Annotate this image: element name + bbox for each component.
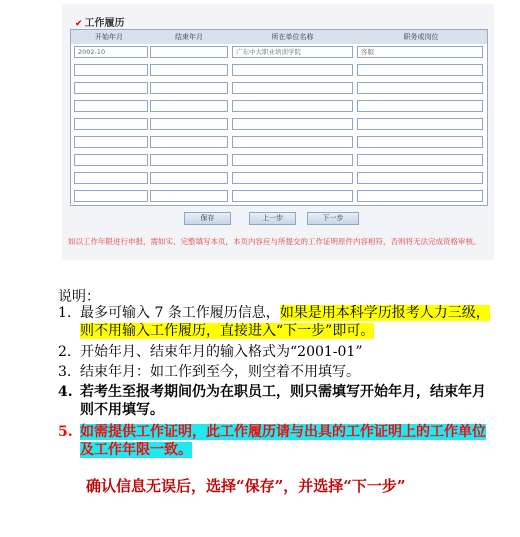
column-header-end: 结束年月 <box>175 33 203 41</box>
previous-step-button[interactable]: 上一步 <box>249 212 296 225</box>
list-item: 2. 开始年月、结束年月的输入格式为“2001-01” <box>58 344 363 360</box>
start-date-field[interactable] <box>74 172 148 184</box>
company-field[interactable] <box>232 154 353 166</box>
column-header-start: 开始年月 <box>95 33 123 41</box>
position-field[interactable] <box>357 136 483 148</box>
column-header-company: 所在单位名称 <box>271 33 314 41</box>
end-date-field[interactable] <box>150 118 228 130</box>
start-date-field[interactable] <box>74 154 148 166</box>
next-step-button[interactable]: 下一步 <box>307 212 359 225</box>
save-button[interactable]: 保存 <box>184 212 231 225</box>
start-date-field[interactable] <box>74 136 148 148</box>
position-field[interactable] <box>357 82 483 94</box>
company-field[interactable] <box>232 172 353 184</box>
explanation-title: 说明： <box>58 289 100 305</box>
end-date-field[interactable] <box>150 64 228 76</box>
end-date-field[interactable] <box>150 100 228 112</box>
company-field[interactable] <box>232 190 353 202</box>
notice-text: 如以工作年限进行申报，需如实、完整填写本页，本页内容应与所提交的工作证明原件内容相符，否则将无法完成资格审核。 <box>68 237 481 246</box>
start-date-field[interactable] <box>74 118 148 130</box>
checkmark-icon: ✔ <box>75 19 83 29</box>
work-history-panel <box>62 4 494 260</box>
start-date-field[interactable] <box>74 100 148 112</box>
position-field[interactable] <box>357 64 483 76</box>
start-date-field[interactable]: 2002-10 <box>74 46 148 58</box>
company-field[interactable] <box>232 100 353 112</box>
company-field[interactable]: 广东中大职业培训学院 <box>232 46 353 58</box>
list-item: 1. 最多可输入 7 条工作履历信息，如果是用本科学历报考人力三级，则不用输入工作履历，直接进入“下一步”即可。 <box>58 305 490 339</box>
end-date-field[interactable] <box>150 46 228 58</box>
end-date-field[interactable] <box>150 172 228 184</box>
list-item: 5. 如需提供工作证明，此工作履历请与出具的工作证明上的工作单位及工作年限一致。 <box>58 424 486 458</box>
end-date-field[interactable] <box>150 136 228 148</box>
position-field[interactable] <box>357 190 483 202</box>
position-field[interactable] <box>357 100 483 112</box>
company-field[interactable] <box>232 82 353 94</box>
start-date-field[interactable] <box>74 190 148 202</box>
start-date-field[interactable] <box>74 82 148 94</box>
position-field[interactable] <box>357 154 483 166</box>
end-date-field[interactable] <box>150 190 228 202</box>
final-instruction: 确认信息无误后，选择“保存”，并选择“下一步” <box>86 477 406 495</box>
company-field[interactable] <box>232 118 353 130</box>
list-item: 3. 结束年月：如工作到至今，则空着不用填写。 <box>58 364 360 380</box>
position-field[interactable] <box>357 172 483 184</box>
work-history-table <box>70 29 488 206</box>
list-item: 4. 若考生至报考期间仍为在职员工，则只需填写开始年月，结束年月则不用填写。 <box>58 384 486 418</box>
company-field[interactable] <box>232 64 353 76</box>
table-header <box>71 30 487 44</box>
position-field[interactable] <box>357 118 483 130</box>
position-field[interactable]: 客服 <box>357 46 483 58</box>
end-date-field[interactable] <box>150 82 228 94</box>
end-date-field[interactable] <box>150 154 228 166</box>
section-title: ✔ 工作履历 <box>75 18 125 29</box>
company-field[interactable] <box>232 136 353 148</box>
start-date-field[interactable] <box>74 64 148 76</box>
column-header-position: 职务或岗位 <box>403 33 439 41</box>
